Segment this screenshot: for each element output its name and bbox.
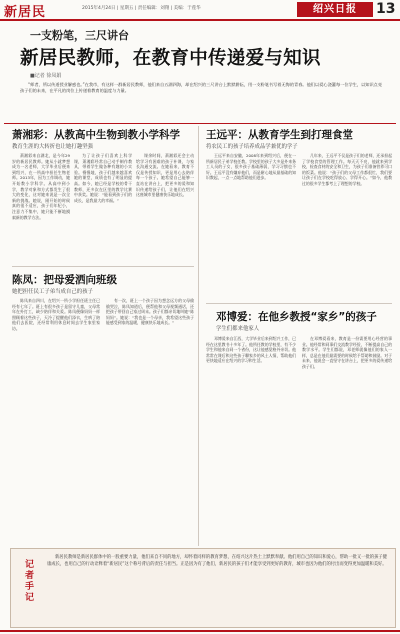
- section-rule: [4, 123, 396, 124]
- page-number: 13: [376, 1, 396, 17]
- article-1-col-1: 萧湘彩来自湖北，是今年29岁的新居民教师。她从小就梦想成为一名老师，大学毕业后便来到绍兴，在一所高中担任生物老师。2013年，因为工作调动，她开始教小学科学。从高中到小学，教学对象和方式都发生了很大的变化，这对她来说是一次全新的挑战。她说，刚开始的时候真的很不适应，孩子们年纪小，注意力不集中，她只能不断地摸索新的教学方法。: [12, 153, 70, 220]
- article-4-col-2: 在邓博爱看来，教育是一份需要用心经营的事业。他经常和同事们交流教学经验，不断提高自己的教学水平。学生们都说，邓老师就像他们的家人一样，总是在他们最需要的时候给予帮助和鼓励。对于未来，他说会一直坚守在讲台上，把更多的爱传递给孩子们。: [302, 336, 392, 369]
- article-2-col-1: 王远平来自安徽，2008年来到绍兴后，便在一所新居民子弟学校任教。学校里的孩子大多是外来务工人员的子女，很多孩子基础薄弱，学习习惯也不好。王远平没有嫌弃他们，而是耐心地从最基础的知识教起，一点一点地帮助他们进步。: [206, 153, 296, 181]
- reporter-note-text: 新居民教师是新居民群体中的一股重要力量，他们来自不同的地方，却怀着同样的教育梦想，在绍兴这片热土上默默奉献。他们用自己的知识和爱心，帮助一批又一批的孩子健康成长，也用自己的行动诠释着“新居民”这个称号背后的责任与担当。正是因为有了他们，新居民的孩子们才能享受到更好的教育，城市也因为他们的付出而变得更加温暖和美好。: [47, 555, 387, 567]
- article-2-col-2: 几年来，王远平不仅是孩子们的老师，还承担起了学校食堂的管理工作。每天天不亮，他就来到学校，检查食材的安全和卫生，为孩子们准备营养可口的饭菜。他说：“孩子们的父母工作都很忙，我们要让孩子们在学校吃得放心、学得开心。”如今，他教过的很多学生都考上了理想的学校。: [302, 153, 392, 186]
- article-1-col-3: 课余时间，萧湘彩还会主动给学习有困难的孩子补课，与家长沟通交流。在她看来，教育不仅是传授知识，更是用心去陪伴每一个孩子。她希望自己能够一直站在讲台上，把更多的爱和知识传递给孩子们，让他们在绍兴这座城市里健康快乐地成长。: [136, 153, 194, 198]
- issue-meta: 2015年4月24日 | 星期五 | 责任编辑：刘翔 | 美编：于莲华: [82, 6, 201, 11]
- article-4-col-1: 邓博爱来自江西，大学毕业后来到绍兴工作，已经在这里教书十多年了。他所任教的学校里，有不少学生和他来自同一个省份，这让他感觉格外亲切。他常常在课后和这些孩子聊家乡的风土人情，帮助他们更快地适应在绍兴的学习和生活。: [206, 336, 296, 364]
- article-2-subtitle: 将农民工的孩子培养成品学兼优的学子: [206, 144, 298, 150]
- article-1-title: 萧湘彩：从教高中生物到教小学科学: [12, 129, 180, 141]
- article-3-subtitle: 她把担任民工子弟当成自己的孩子: [12, 289, 93, 295]
- section-name: 新居民: [4, 5, 47, 20]
- article-1-col-2: 为了让孩子们喜欢上科学课，萧湘彩经常自己动手制作教具，带着学生做各种有趣的小实验。慢慢地，孩子们越来越喜欢她的课堂，成绩也有了明显的提高。如今，她已经是学校的骨干教师，还多次在区里的教学比赛中获奖。她说：“能看到孩子们的成长，是我最大的幸福。”: [74, 153, 132, 203]
- feature-headline: 新居民教师，在教育中传递爱与知识: [20, 48, 321, 69]
- feature-lede: “师者，所以传道授业解惑也。”在我市，有这样一群新居民教师，他们来自五湖四海，却在绍兴的三尺讲台上默默耕耘，用一支粉笔书写着无悔的青春。他们以爱心浇灌每一位学生，以知识点亮孩子们的未来，在平凡的岗位上传递着教育的温度与力量。: [20, 82, 383, 94]
- feature-byline: ■记者 徐凤娟: [30, 73, 62, 79]
- article-1-subtitle: 教育生涯的大转折也让她打趣坚强: [12, 144, 93, 150]
- top-bar: [0, 0, 400, 21]
- reporter-note-box: [10, 548, 396, 628]
- article-3-col-1: 陈凤来自四川，在绍兴一所小学担任班主任已经有七年了。班上有很多孩子是留守儿童，父母常年在外打工，缺少陪伴和关爱。陈凤便像妈妈一样照顾着这些孩子，天冷了提醒他们添衣，生病了陪他们去医院，还经常利用休息时间去学生家里家访。: [12, 298, 100, 331]
- article-2-title: 王远平：从教育学生到打理食堂: [206, 129, 353, 141]
- reporter-note-label: 记者手记: [23, 559, 33, 603]
- column-divider: [198, 126, 199, 546]
- masthead-logo: 绍兴日报: [297, 2, 373, 17]
- article-divider: [206, 303, 392, 304]
- feature-kicker: 一支粉笔，三尺讲台: [30, 29, 129, 42]
- article-divider: [12, 266, 194, 267]
- article-3-title: 陈凤：把母爱洒向班级: [12, 274, 117, 286]
- bottom-rule: [0, 630, 400, 632]
- article-4-title: 邓博爱：在他乡教授“家乡”的孩子: [216, 311, 377, 323]
- article-4-subtitle: 学生们都来他家人: [216, 326, 260, 332]
- article-3-col-2: 有一次，班上一个孩子因为想念远方的父母偷偷哭泣，陈凤知道后，便帮他和父母视频通话，还把孩子带回自己家过周末。孩子们都亲切地叫她“陈妈妈”。她说：“我也是一个母亲，我希望这些孩子能感受到家的温暖，健康快乐地成长。”: [106, 298, 194, 326]
